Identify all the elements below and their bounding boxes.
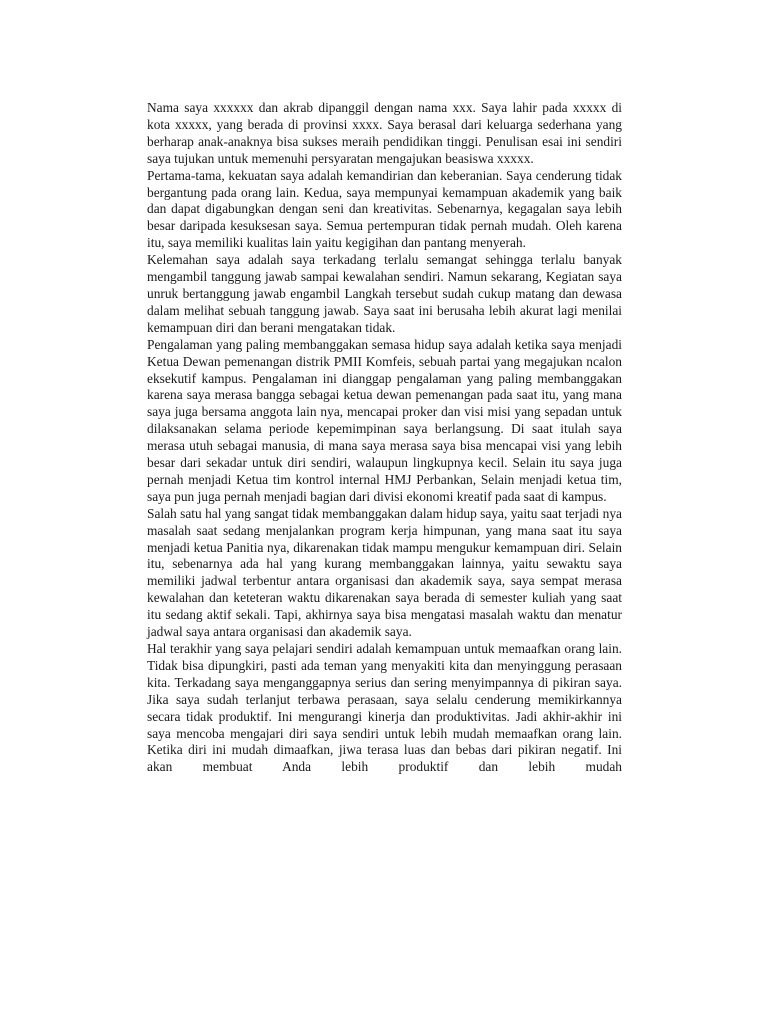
paragraph-lesson-learned: Hal terakhir yang saya pelajari sendiri adalah kemampuan untuk memaafkan orang lain. Tidak bisa dipungkiri, pasti ada teman yang menyakiti kita dan menyinggung perasaan kita. Terkadang saya menganggapnya serius dan sering menyimpannya di pikiran saya. Jika saya sudah terlanjut terbawa perasaan, saya selalu cenderung memikirkannya secara tidak produktif. Ini mengurangi kinerja dan produktivitas. Jadi akhir-akhir ini saya mencoba mengajari diri saya sendiri untuk lebih mudah memaafkan orang lain. Ketika diri ini mudah dimaafkan, jiwa terasa luas dan bebas dari pikiran negatif. Ini akan membuat Anda lebih produktif dan lebih mudah — [147, 641, 622, 775]
paragraph-least-proud-experience: Salah satu hal yang sangat tidak membanggakan dalam hidup saya, yaitu saat terjadi nya masalah saat sedang menjalankan program kerja himpunan, yang mana saat itu saya menjadi ketua Panitia nya, dikarenakan tidak mampu mengukur kemampuan diri. Selain itu, sebenarnya ada hal yang kurang membanggakan lainnya, yaitu sewaktu saya memiliki jadwal terbentur antara organisasi dan akademik saya, saya sempat merasa kewalahan dan keteteran waktu dikarenakan saya berada di semester kuliah yang saat itu sedang aktif sekali. Tapi, akhirnya saya bisa mengatasi masalah waktu dan menatur jadwal saya antara organisasi dan akademik saya. — [147, 505, 622, 640]
essay-body — [147, 100, 622, 776]
paragraph-introduction: Nama saya xxxxxx dan akrab dipanggil dengan nama xxx. Saya lahir pada xxxxx di kota xxxxx, yang berada di provinsi xxxx. Saya berasal dari keluarga sederhana yang berharap anak-anaknya bisa sukses meraih pendidikan tinggi. Penulisan esai ini sendiri saya tujukan untuk memenuhi persyaratan mengajukan beasiswa xxxxx. — [147, 100, 622, 166]
paragraph-proud-experience: Pengalaman yang paling membanggakan semasa hidup saya adalah ketika saya menjadi Ketua Dewan pemenangan distrik PMII Komfeis, sebuah partai yang megajukan ncalon eksekutif kampus. Pengalaman ini dianggap pengalaman yang paling membanggakan karena saya merasa bangga sebagai ketua dewan pemenangan pada saat itu, yang mana saya juga bersama anggota lain nya, mencapai proker dan visi misi yang sepadan untuk dilaksanakan selama periode kepemimpinan saya berlangsung. Di saat itulah saya merasa utuh sebagai manusia, di mana saya merasa saya bisa mencapai visi yang lebih besar dari sekadar untuk diri sendiri, walaupun lingkupnya kecil. Selain itu saya juga pernah menjadi Ketua tim kontrol internal HMJ Perbankan, Selain menjadi ketua tim, saya pun juga pernah menjadi bagian dari divisi ekonomi kreatif pada saat di kampus. — [147, 336, 622, 504]
paragraph-strengths: Pertama-tama, kekuatan saya adalah kemandirian dan keberanian. Saya cenderung tidak bergantung pada orang lain. Kedua, saya mempunyai kemampuan akademik yang baik dan dapat digabungkan dengan seni dan kreativitas. Sebenarnya, kegagalan saya lebih besar daripada kesuksesan saya. Semua pertempuran tidak pernah mudah. Oleh karena itu, saya memiliki kualitas lain yaitu kegigihan dan pantang menyerah. — [147, 167, 622, 251]
paragraph-weaknesses: Kelemahan saya adalah saya terkadang terlalu semangat sehingga terlalu banyak mengambil tanggung jawab sampai kewalahan sendiri. Namun sekarang, Kegiatan saya unruk bertanggung jawab engambil Langkah tersebut sudah cukup matang dan dewasa dalam melihat sebuah tanggung jawab. Saya saat ini berusaha lebih akurat lagi menilai kemampuan diri dan berani mengatakan tidak. — [147, 252, 622, 335]
